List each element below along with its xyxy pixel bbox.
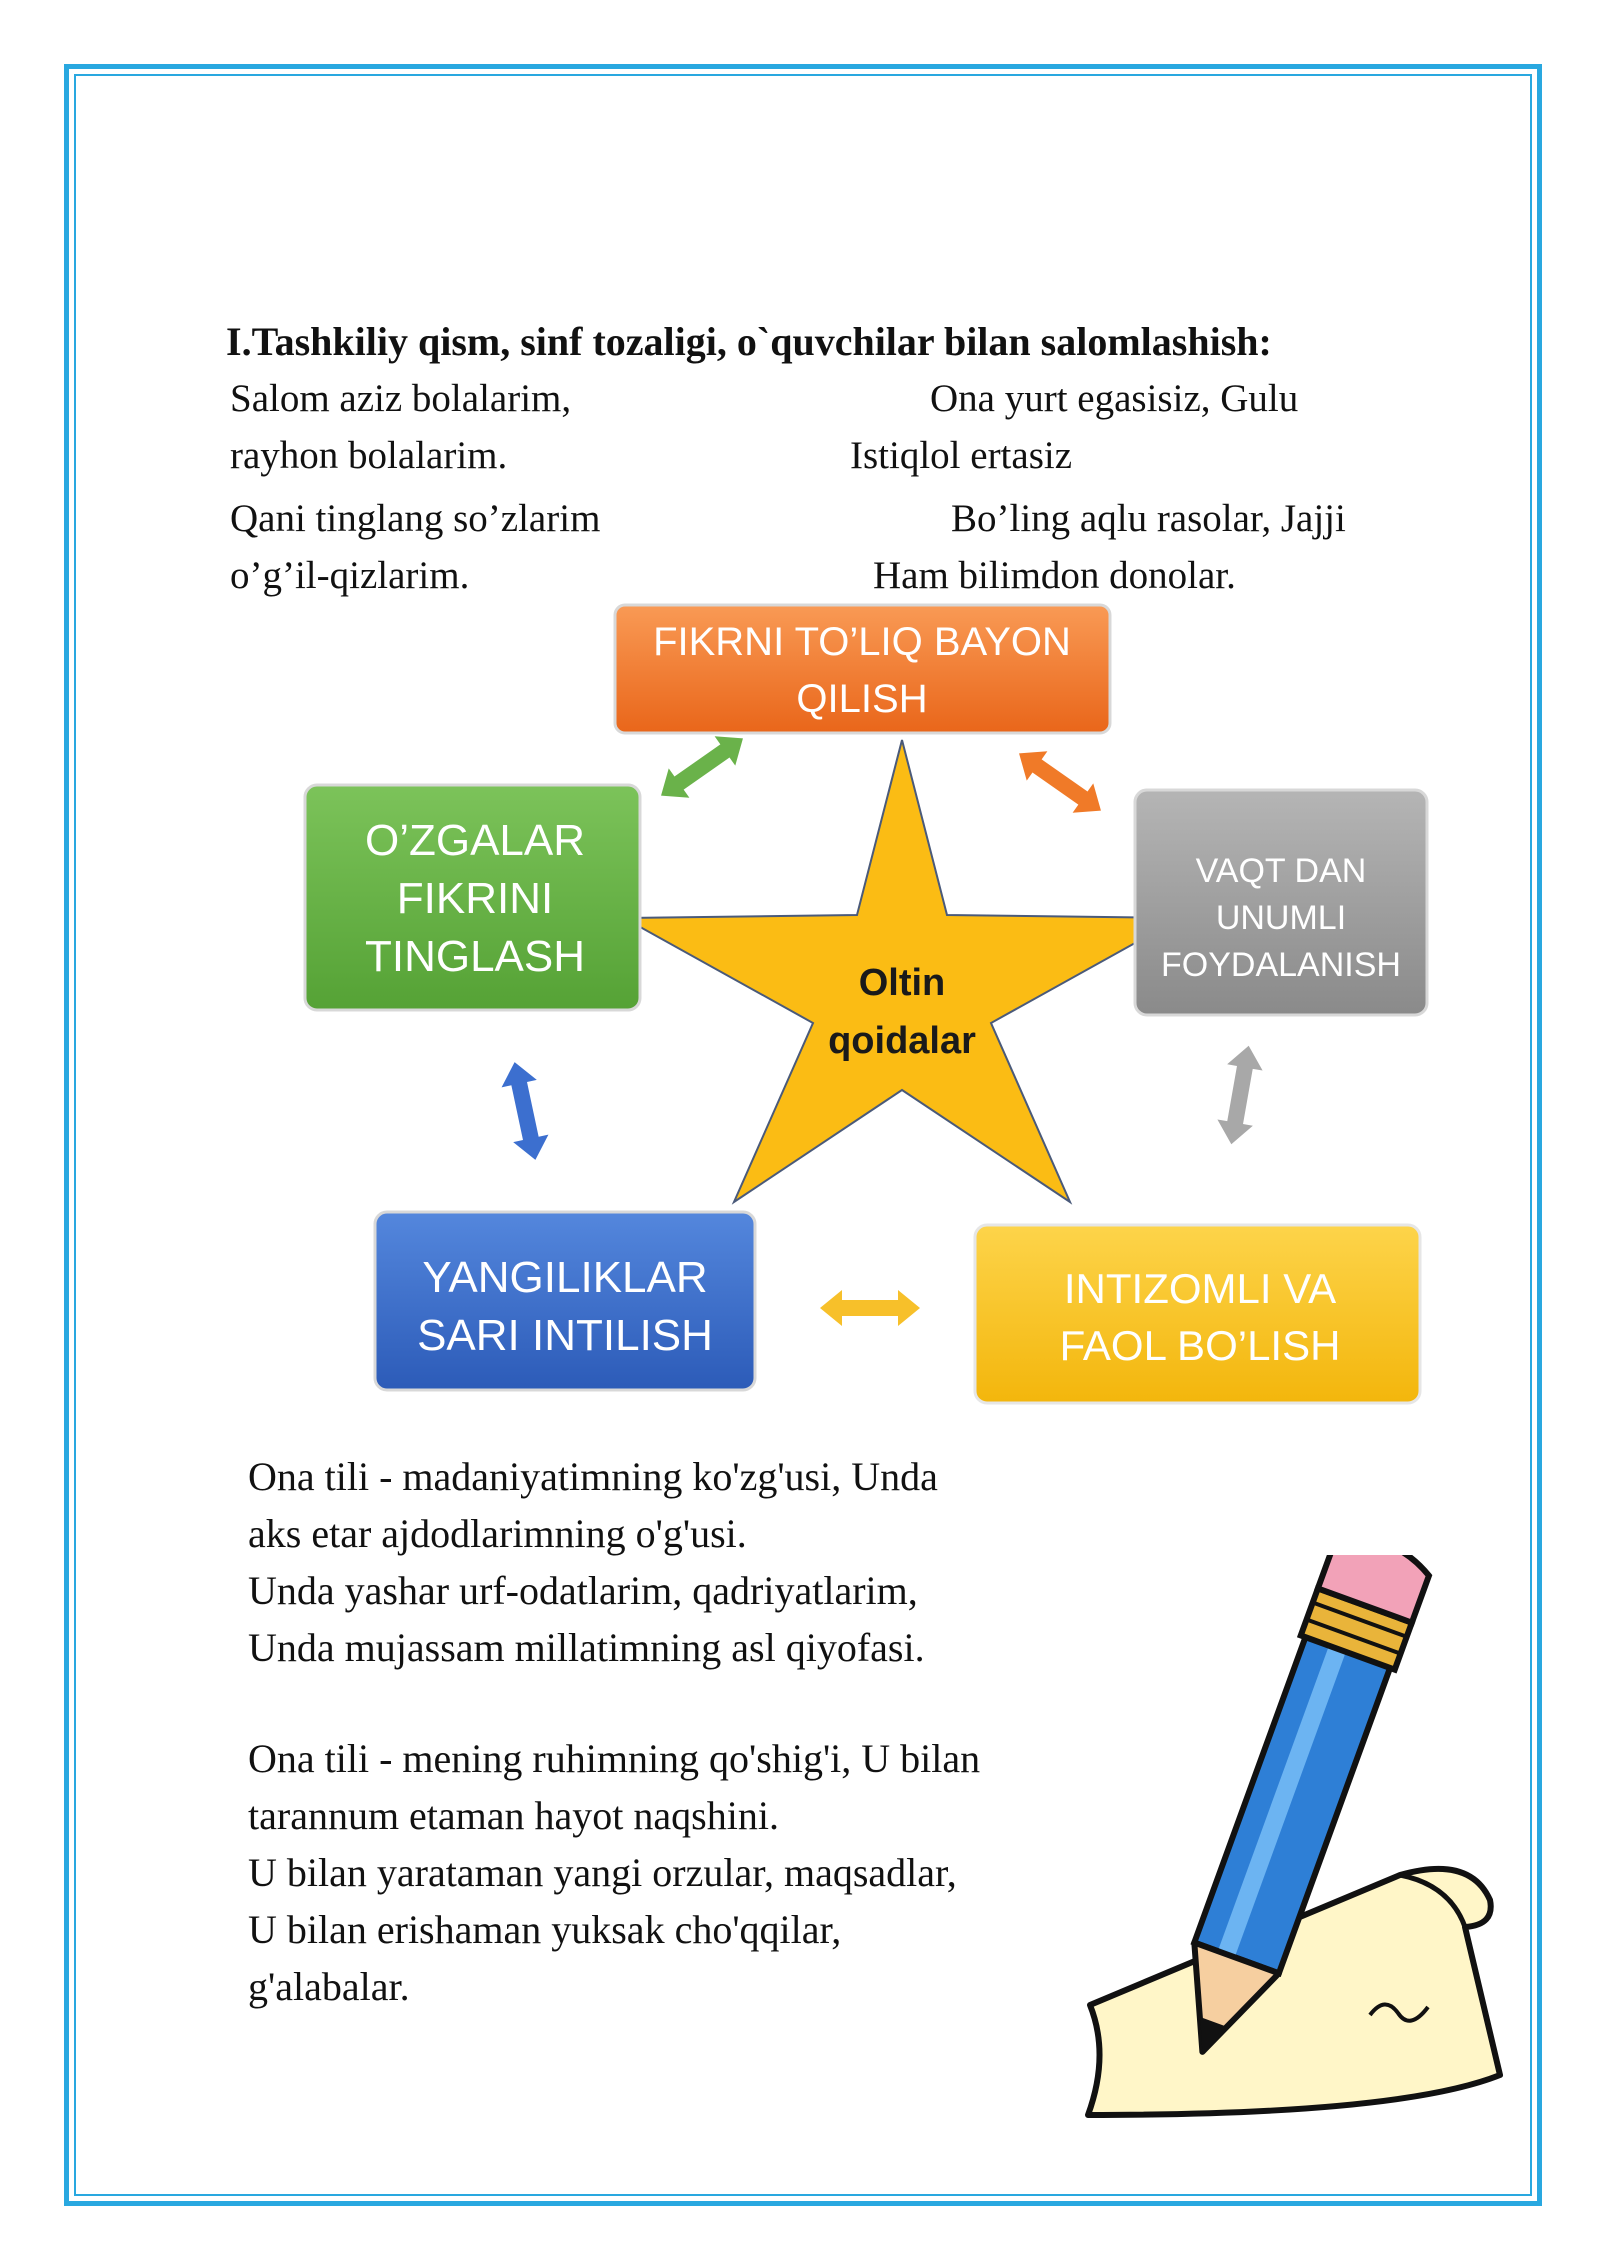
arrow-blue-green [497,1058,553,1163]
rule-box-text: QILISH [796,677,928,721]
rule-box-text: FOYDALANISH [1161,946,1401,984]
rule-box-text: UNUMLI [1215,899,1347,937]
verse-line: Istiqlol ertasiz [850,434,1073,477]
rule-box-text: VAQT DAN [1195,852,1367,890]
star-title-line1: Oltin [858,962,946,1004]
greeting-right-1 [850,370,1298,484]
arrow-orange-green [651,724,754,811]
verse-line: o’g’il-qizlarim. [230,554,470,597]
poem-stanza-1 [248,1448,938,1676]
verse-line: Ham bilimdon donolar. [873,554,1236,597]
greeting-left-2 [230,490,600,604]
poem-line: U bilan erishaman yuksak cho'qqilar, [248,1907,842,1952]
rule-box-text: YANGILIKLAR [422,1253,708,1302]
arrow-orange-gray [1009,739,1112,826]
poem-line: Unda yashar urf-odatlarim, qadriyatlarim, [248,1568,918,1613]
verse-line: Ona yurt egasisiz, Gulu [930,377,1299,420]
poem-line: tarannum etaman hayot naqshini. [248,1793,779,1838]
star-title-line2: qoidalar [828,1020,976,1062]
poem-line: Unda mujassam millatimning asl qiyofasi. [248,1625,925,1670]
arrow-yellow-blue [820,1290,920,1326]
rule-box-text: SARI INTILISH [417,1311,713,1360]
verse-line: rayhon bolalarim. [230,434,508,477]
rule-box-text: FAOL BO’LISH [1059,1322,1341,1369]
section-heading: I.Tashkiliy qism, sinf tozaligi, o`quvchilar bilan salomlashish: [226,319,1272,364]
pencil-writing-illustration [1070,1555,1510,2125]
rule-box-listen-others [305,785,640,1010]
poem-line: aks etar ajdodlarimning o'g'usi. [248,1511,747,1556]
greeting-left-1 [230,370,571,484]
rule-box-text: FIKRNI TO’LIQ BAYON [653,620,1071,664]
rule-box-text: O’ZGALAR [364,816,586,865]
poem-line: g'alabalar. [248,1964,410,2009]
poem-line: Ona tili - mening ruhimning qo'shig'i, U bilan [248,1736,981,1781]
poem-line: U bilan yarataman yangi orzular, maqsadlar, [248,1850,957,1895]
rule-box-disciplined-active [975,1225,1420,1403]
golden-rules-diagram [290,595,1450,1425]
greeting-right-2 [873,490,1346,604]
verse-line: Salom aziz bolalarim, [230,377,572,420]
rule-box-text: TINGLASH [364,932,586,981]
rule-box-strive-news [375,1212,755,1390]
rule-box-express-thought [615,605,1110,733]
rule-box-text: INTIZOMLI VA [1063,1265,1337,1312]
poem-line: Ona tili - madaniyatimning ko'zg'usi, Unda [248,1454,938,1499]
rule-box-use-time [1135,790,1427,1015]
rule-box-text: FIKRINI [396,874,554,923]
arrow-gray-yellow [1214,1043,1267,1148]
verse-line: Bo’ling aqlu rasolar, Jajji [951,497,1346,540]
verse-line: Qani tinglang so’zlarim [230,497,601,540]
poem-stanza-2 [248,1730,980,2015]
